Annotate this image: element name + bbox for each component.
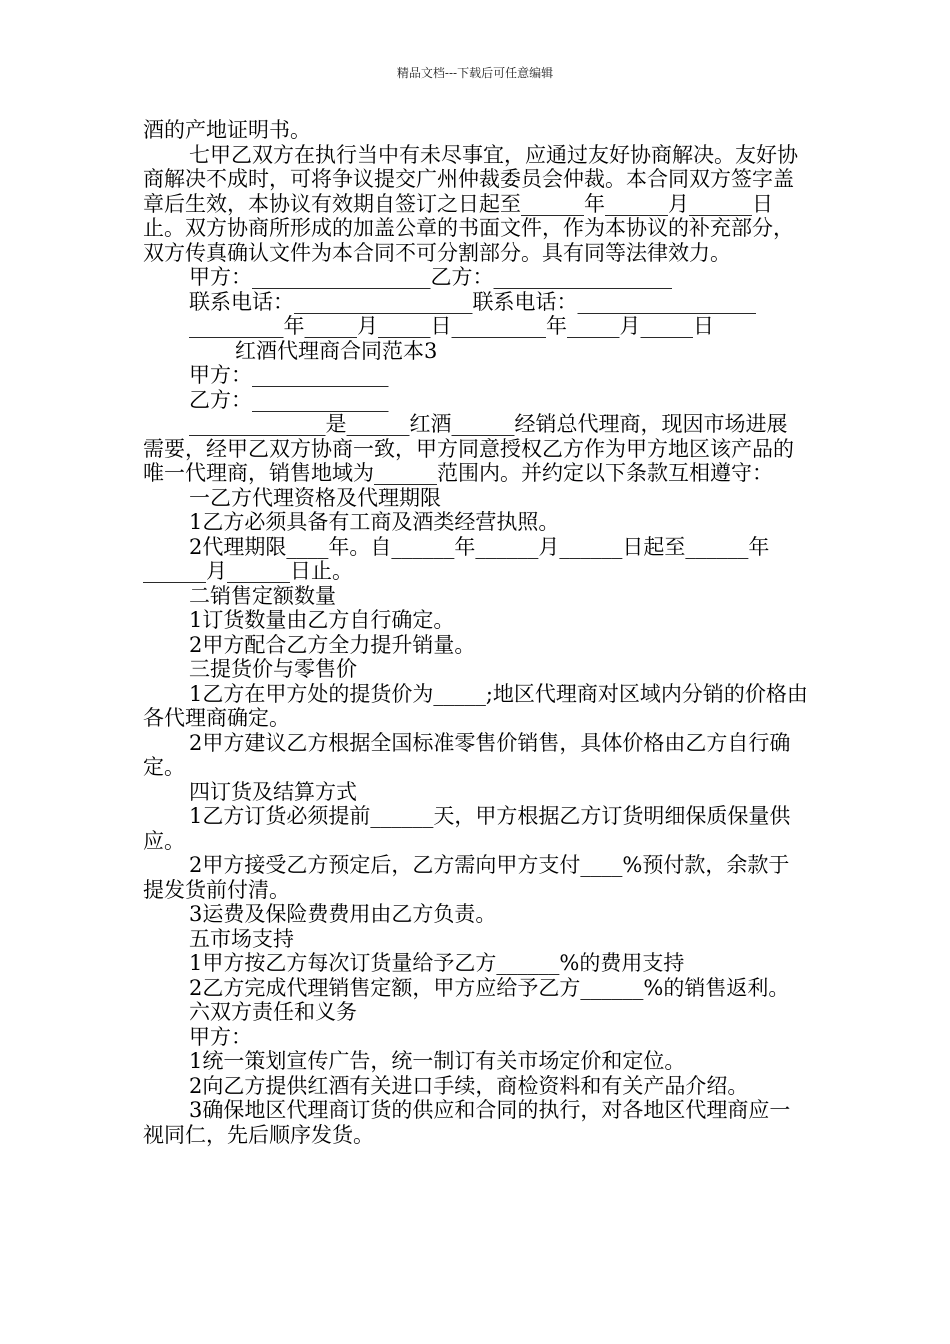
paragraph: 甲方：_____________	[189, 363, 389, 387]
paragraph: 甲方：_________________乙方：_________________	[189, 265, 672, 289]
document-body	[143, 118, 808, 1147]
paragraph: 3运费及保险费费用由乙方负责。	[189, 902, 497, 926]
section-title: 红酒代理商合同范本3	[235, 338, 438, 363]
paragraph: 2甲方建议乙方根据全国标准零售价销售，具体价格由乙方自行确定。	[143, 730, 791, 779]
paragraph: 1统一策划宣传广告，统一制订有关市场定价和定位。	[189, 1049, 686, 1073]
paragraph: 乙方：_____________	[189, 387, 389, 412]
paragraph: 六双方责任和义务	[189, 1000, 357, 1024]
paragraph: 2甲方接受乙方预定后，乙方需向甲方支付____%预付款，余款于提发货前付清。	[143, 853, 790, 902]
paragraph: 1乙方必须具备有工商及酒类经营执照。	[189, 510, 560, 534]
paragraph: _________年_____月_____日_________年_____月_____日	[189, 314, 714, 338]
paragraph: 五市场支持	[189, 926, 294, 951]
paragraph: 2甲方配合乙方全力提升销量。	[189, 632, 476, 657]
paragraph: 1乙方订货必须提前______天，甲方根据乙方订货明细保质保量供应。	[143, 804, 791, 853]
paragraph: 甲方：	[189, 1024, 252, 1049]
paragraph: 1甲方按乙方每次订货量给予乙方______%的费用支持	[189, 951, 685, 975]
paragraph: 2向乙方提供红酒有关进口手续，商检资料和有关产品介绍。	[189, 1073, 749, 1098]
paragraph: 三提货价与零售价	[189, 657, 357, 681]
paragraph: 一乙方代理资格及代理期限	[189, 485, 441, 510]
paragraph: 1订货数量由乙方自行确定。	[189, 608, 455, 632]
paragraph: 联系电话：_________________联系电话：_________________	[189, 289, 756, 314]
paragraph: 七甲乙双方在执行当中有未尽事宜，应通过友好协商解决。友好协商解决不成时，可将争议提交广州仲裁委员会仲裁。本合同双方签字盖章后生效，本协议有效期自签订之日起至______年______月______日止。双方协商所形成的加盖公章的书面文件，作为本协议的补充部分，双方传真确认文件为本合同不可分割部分。具有同等法律效力。	[143, 142, 798, 265]
paragraph: 酒的产地证明书。	[143, 118, 311, 142]
paragraph: 二销售定额数量	[189, 583, 336, 608]
paragraph: 2乙方完成代理销售定额，甲方应给予乙方______%的销售返利。	[189, 975, 790, 1000]
page-header: 精品文档---下载后可任意编辑	[396, 66, 554, 80]
paragraph: 2代理期限____年。自______年______月______日起至______年______月______日止。	[143, 534, 770, 583]
paragraph: 1乙方在甲方处的提货价为_____;地区代理商对区域内分销的价格由各代理商确定。	[143, 681, 808, 730]
paragraph: _____________是______红酒______经销总代理商，现因市场进展需要，经甲乙双方协商一致，甲方同意授权乙方作为甲方地区该产品的唯一代理商，销售地域为______范围内。并约定以下条款互相遵守：	[143, 412, 794, 485]
paragraph: 四订货及结算方式	[189, 779, 357, 804]
paragraph: 3确保地区代理商订货的供应和合同的执行，对各地区代理商应一视同仁，先后顺序发货。	[143, 1098, 791, 1147]
